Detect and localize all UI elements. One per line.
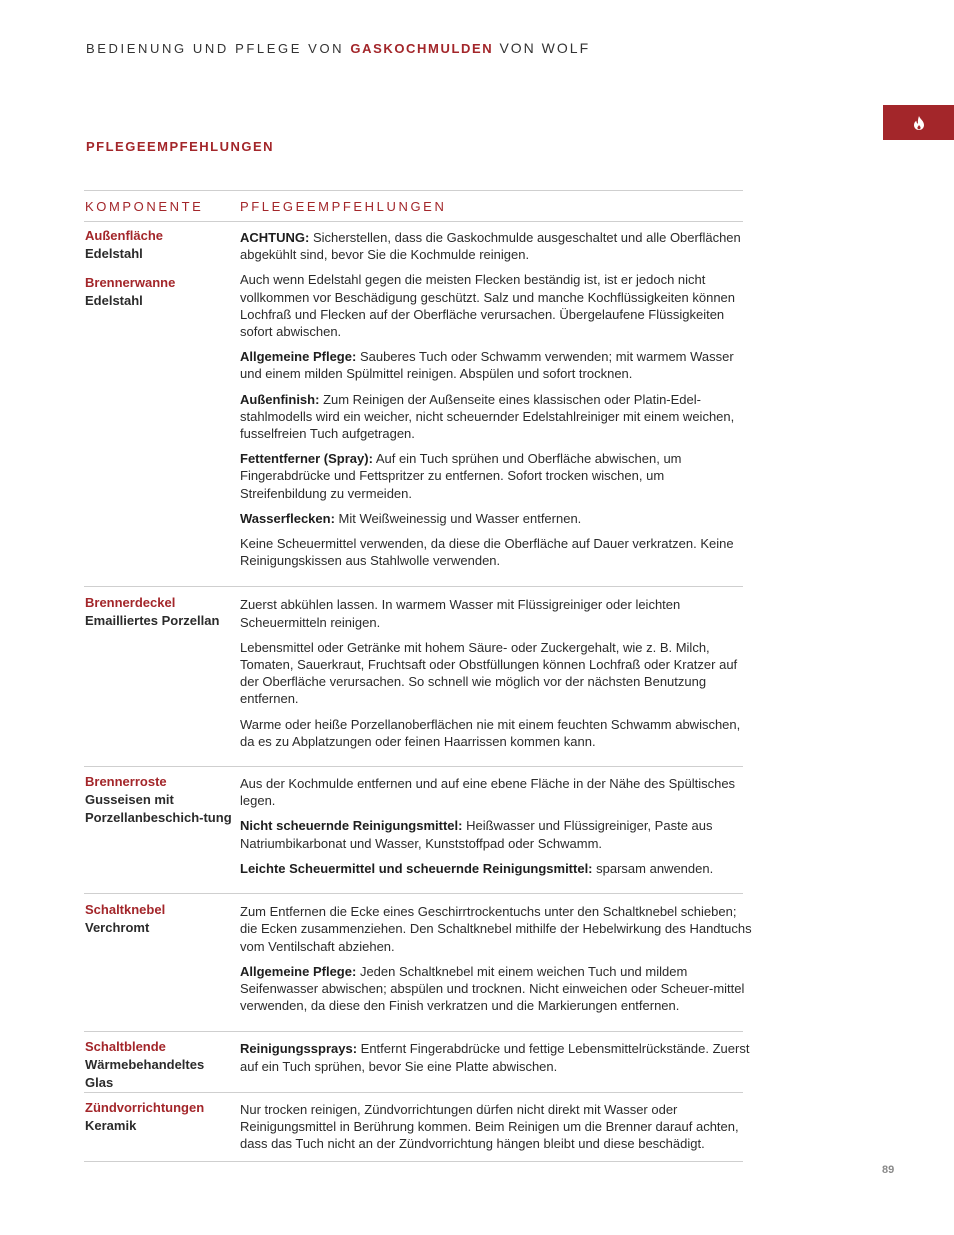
- recommendation-text: Heißwasser und Flüssigreiniger, Paste aus Natriumbikarbonat und Wasser, Kunststoffpad oder Schwamm.: [240, 818, 713, 851]
- recommendation-text: Zum Entfernen die Ecke eines Geschirrtrockentuchs unter den Schaltknebel schieben; die Ecken zusammenziehen. Den Schaltknebel mithilfe der Hebelwirkung des Handtuchs vom Ventilschaft abziehen.: [240, 904, 752, 954]
- component-name: Brennerdeckel: [85, 595, 176, 611]
- component-entry: [85, 901, 235, 937]
- component-name: Brennerwanne: [85, 275, 176, 290]
- recommendation-text: Warme oder heiße Porzellanoberflächen nie mit einem feuchten Schwamm abwischen, da es zu Abplatzungen oder feinen Haarrissen kommen kann.: [240, 716, 741, 749]
- component-material: Verchromt: [85, 920, 150, 936]
- recommendation-lead: Reinigungssprays:: [240, 1041, 358, 1057]
- recommendation-cell: [240, 596, 752, 750]
- component-entry: [85, 594, 235, 630]
- recommendation-text: Keine Scheuermittel verwenden, da diese die Oberfläche auf Dauer verkratzen. Keine Reinigungskissen aus Stahlwolle verwenden.: [240, 536, 734, 569]
- component-material: Edelstahl: [85, 246, 143, 261]
- recommendation-text: Lebensmittel oder Getränke mit hohem Säure- oder Zuckergehalt, wie z. B. Milch, Tomaten, Sauerkraut, Fruchtsaft oder Obstfüllungen können Lochfraß oder Kratzer auf der Oberfläche verursachen. So schnell wie möglich vor der nächsten Benutzung entfernen.: [240, 639, 738, 707]
- recommendation-paragraph: [240, 229, 752, 263]
- component-cell: [85, 901, 235, 948]
- recommendation-cell: [240, 1101, 752, 1153]
- col-header-recommendations: PFLEGEEMPFEHLUNGEN: [240, 199, 447, 214]
- recommendation-text: Zum Reinigen der Außenseite eines klassischen oder Platin-Edel-stahlmodells wird ein weicher, nicht scheuernder Edelstahlreiniger mit einem weichen, fusselfreien Tuch aufgetragen.: [240, 391, 735, 442]
- table-row: [84, 1032, 750, 1092]
- recommendation-text: Jeden Schaltknebel mit einem weichen Tuch und mildem Seifenwasser abwischen; abspülen und trocknen. Nicht einweichen oder Scheuer-mittel verwenden, da diese den Finish verkratzen und die Markierungen entfernen.: [240, 963, 745, 1014]
- component-material: Keramik: [85, 1117, 137, 1133]
- component-name: Schaltknebel: [85, 902, 166, 918]
- table-row: [84, 894, 752, 1032]
- component-entry: [85, 274, 235, 310]
- care-table: [84, 190, 752, 1162]
- recommendation-text: Aus der Kochmulde entfernen und auf eine ebene Fläche in der Nähe des Spültisches legen.: [240, 776, 736, 809]
- recommendation-text: Sicherstellen, dass die Gaskochmulde ausgeschaltet und alle Oberflächen abgekühlt sind, bevor Sie die Kochmulde reinigen.: [240, 230, 741, 263]
- recommendation-text: sparsam anwenden.: [596, 860, 714, 876]
- table-row: [84, 1093, 743, 1163]
- component-name: Brennerroste: [85, 774, 167, 790]
- component-name: Schaltblende: [85, 1039, 166, 1055]
- recommendation-paragraph: [240, 639, 752, 708]
- section-title: PFLEGEEMPFEHLUNGEN: [86, 139, 275, 154]
- recommendation-paragraph: [240, 817, 752, 851]
- section-tab: [883, 105, 954, 140]
- recommendation-text: Nur trocken reinigen, Zündvorrichtungen dürfen nicht direkt mit Wasser oder Reinigungsmittel in Berührung kommen. Beim Reinigen um die Brenner darauf achten, dass das Tuch nicht an der Zündvorrichtung hängen bleibt und diese beschädigt.: [240, 1101, 739, 1152]
- recommendation-text: Auch wenn Edelstahl gegen die meisten Flecken beständig ist, ist er jedoch nicht vollkommen vor Beschädigung geschützt. Salz und manche Kochflüssigkeiten können Lochfraß und Flecken auf der Oberfläche verursachen. Übergelaufene Flüssigkeiten sofort abwischen.: [240, 272, 736, 340]
- recommendation-paragraph: [240, 903, 752, 955]
- header-prefix: BEDIENUNG UND PFLEGE VON: [86, 41, 345, 56]
- recommendation-paragraph: [240, 716, 752, 750]
- table-body: [84, 222, 752, 1162]
- recommendation-lead: Wasserflecken:: [240, 510, 335, 526]
- recommendation-lead: Allgemeine Pflege:: [240, 963, 357, 979]
- header-suffix: VON WOLF: [499, 40, 591, 56]
- recommendation-paragraph: [240, 535, 752, 569]
- component-entry: [85, 1038, 235, 1092]
- recommendation-text: Mit Weißweinessig und Wasser entfernen.: [338, 510, 582, 526]
- table-row: [84, 767, 743, 894]
- table-row: [84, 587, 743, 767]
- recommendation-paragraph: [240, 510, 752, 527]
- component-cell: [85, 227, 235, 321]
- page-header: [86, 40, 590, 56]
- recommendation-paragraph: [240, 775, 752, 809]
- recommendation-paragraph: [240, 860, 752, 877]
- table-header: [84, 190, 743, 222]
- component-material: Gusseisen mit Porzellanbeschich-tung: [85, 792, 232, 826]
- component-cell: [85, 773, 235, 838]
- recommendation-paragraph: [240, 1101, 752, 1153]
- recommendation-text: Entfernt Fingerabdrücke und fettige Lebensmittelrückstände. Zuerst auf ein Tuch sprühen, bevor Sie eine Platte abwischen.: [240, 1041, 750, 1074]
- recommendation-paragraph: [240, 1040, 752, 1074]
- recommendation-paragraph: [240, 963, 752, 1015]
- component-name: Außenfläche: [85, 228, 164, 243]
- component-material: Edelstahl: [85, 293, 143, 308]
- recommendation-cell: [240, 903, 752, 1014]
- recommendation-cell: [240, 1040, 752, 1074]
- recommendation-paragraph: [240, 391, 752, 443]
- recommendation-lead: Nicht scheuernde Reinigungsmittel:: [240, 818, 463, 834]
- recommendation-paragraph: [240, 348, 752, 382]
- component-cell: [85, 594, 235, 641]
- page-number: 89: [882, 1164, 895, 1176]
- component-entry: [85, 1099, 235, 1135]
- recommendation-lead: Fettentferner (Spray):: [240, 451, 373, 467]
- recommendation-text: Zuerst abkühlen lassen. In warmem Wasser mit Flüssigreiniger oder leichten Scheuermitteln reinigen.: [240, 597, 681, 630]
- recommendation-paragraph: [240, 596, 752, 630]
- recommendation-lead: ACHTUNG:: [240, 230, 310, 245]
- recommendation-lead: Außenfinish:: [240, 391, 320, 407]
- component-name: Zündvorrichtungen: [85, 1099, 205, 1115]
- header-accent: GASKOCHMULDEN: [350, 41, 494, 56]
- flame-icon: [913, 116, 925, 130]
- table-row: [84, 222, 743, 587]
- recommendation-lead: Leichte Scheuermittel und scheuernde Reinigungsmittel:: [240, 860, 593, 876]
- recommendation-paragraph: [240, 271, 752, 340]
- recommendation-text: Sauberes Tuch oder Schwamm verwenden; mit warmem Wasser und einem milden Spülmittel reinigen. Abspülen und sofort trocknen.: [240, 349, 734, 382]
- component-cell: [85, 1099, 235, 1146]
- recommendation-paragraph: [240, 450, 752, 502]
- recommendation-text: Auf ein Tuch sprühen und Oberfläche abwischen, um Fingerabdrücke und Fettspritzer zu entfernen. Sofort trocken wischen, um Streifenbildung zu vermeiden.: [240, 451, 682, 501]
- col-header-component: KOMPONENTE: [85, 199, 204, 214]
- component-material: Wärmebehandeltes Glas: [85, 1057, 205, 1091]
- recommendation-cell: [240, 775, 752, 877]
- component-entry: [85, 227, 235, 263]
- recommendation-lead: Allgemeine Pflege:: [240, 349, 357, 365]
- component-material: Emailliertes Porzellan: [85, 613, 220, 629]
- recommendation-cell: [240, 229, 752, 569]
- component-entry: [85, 773, 235, 827]
